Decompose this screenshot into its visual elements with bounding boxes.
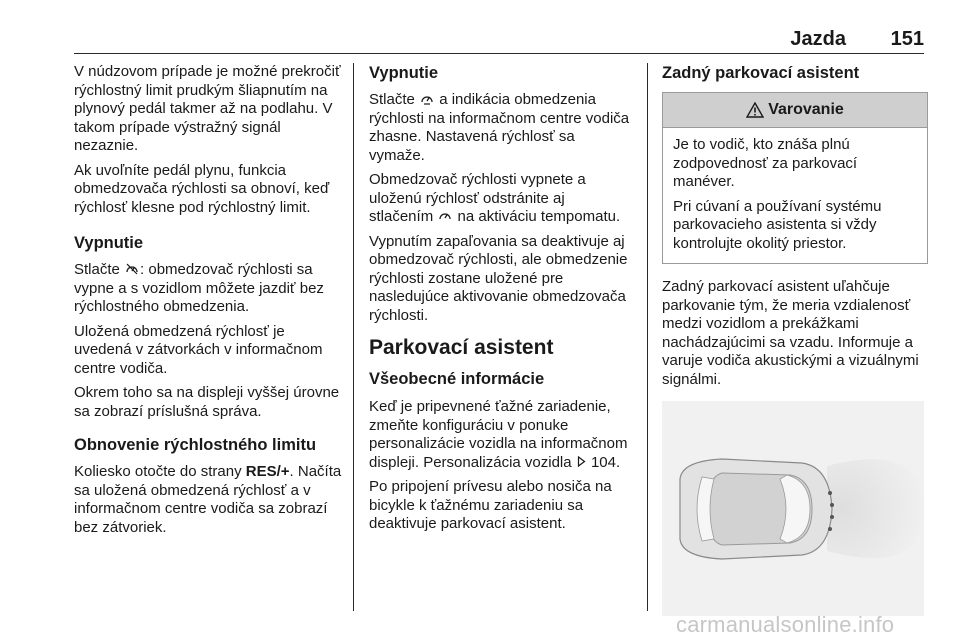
paragraph: Pri cúvaní a používaní systému parkovacieho asistenta si vždy kontrolujte okolitý priestor. — [673, 197, 882, 252]
page-reference-triangle-icon — [577, 455, 586, 468]
sensor-dot — [828, 527, 832, 531]
sensor-dot — [830, 503, 834, 507]
subheading-vseobecne: Všeobecné informácie — [369, 370, 545, 388]
paragraph: Uložená obmedzená rýchlosť je uvedená v zátvorkách v informačnom centre vodiča. — [74, 322, 323, 377]
car-sensor-diagram — [662, 401, 924, 616]
column-2 — [369, 63, 633, 540]
page-number: 151 — [890, 28, 924, 50]
text: Obmedzovač rýchlosti vypnete a uloženú rýchlosť odstránite aj stlačením — [369, 171, 586, 225]
text: Stlačte — [369, 91, 415, 108]
paragraph: Okrem toho sa na displeji vyššej úrovne sa zobrazí príslušná správa. — [74, 384, 340, 420]
text: Koliesko otočte do strany — [74, 463, 246, 480]
sensor-dot — [828, 491, 832, 495]
paragraph: Vypnutím zapaľovania sa deaktivuje aj obmedzovač rýchlosti, ale obmedzenie rýchlosti zostane uložené pre nasledujúce aktivovanie obmedzovača rýchlosti. — [369, 232, 628, 324]
column-divider-1 — [353, 63, 354, 611]
subheading-vypnutie: Vypnutie — [369, 64, 439, 82]
sensor-detection-zone — [827, 459, 924, 558]
column-3 — [662, 63, 926, 616]
paragraph: Zadný parkovací asistent uľahčuje parkovanie tým, že meria vzdialenosť medzi vozidlom a prekážkami nachádzajúcimi sa vzadu. Informuje a varuje vodiča akustickými a vizuálnymi signálmi. — [662, 278, 919, 388]
header-rule — [74, 53, 924, 54]
speed-limiter-icon — [420, 92, 434, 105]
paragraph — [369, 91, 633, 165]
text: Keď je pripevnené ťažné zariadenie, zmeňte konfiguráciu v ponuke personalizácie vozidla na informačnom displeji. Personalizácia vozidla — [369, 398, 628, 471]
warning-box — [662, 92, 928, 264]
speed-limiter-cancel-icon — [125, 262, 139, 275]
res-label: RES/+ — [245, 463, 290, 480]
page-header — [74, 27, 924, 51]
warning-triangle-icon — [746, 102, 764, 118]
text: a indikácia obmedzenia rýchlosti na informačnom centre vodiča zhasne. Nastavená rýchlosť sa vymaže. — [369, 91, 630, 164]
text: . Načíta sa uložená obmedzená rýchlosť a v informačnom centre vodiča sa zobrazí bez zátvoriek. — [74, 463, 342, 536]
warning-body — [663, 128, 927, 263]
warning-header — [663, 93, 927, 128]
sensor-dot — [830, 515, 834, 519]
paragraph — [74, 463, 342, 537]
paragraph — [369, 171, 633, 227]
heading-parkovaci-asistent: Parkovací asistent — [369, 336, 554, 359]
column-divider-2 — [647, 63, 648, 611]
subheading-zadny: Zadný parkovací asistent — [662, 64, 860, 82]
paragraph: Ak uvoľníte pedál plynu, funkcia obmedzovača rýchlosti sa obnoví, keď rýchlosť klesne pod rýchlostný limit. — [74, 161, 330, 216]
page-reference: 104. — [590, 453, 621, 471]
paragraph: Po pripojení prívesu alebo nosiča na bicykle k ťažnému zariadeniu sa deaktivuje parkovací asistent. — [369, 478, 612, 532]
subheading-obnovenie: Obnovenie rýchlostného limitu — [74, 436, 317, 454]
parking-assist-illustration — [662, 401, 924, 616]
text: Stlačte — [74, 261, 120, 278]
column-1 — [74, 63, 342, 543]
paragraph: Je to vodič, kto znáša plnú zodpovednosť za parkovací manéver. — [673, 136, 858, 190]
watermark: carmanualsonline.info — [676, 612, 895, 637]
section-title: Jazda — [790, 28, 846, 50]
cruise-control-icon — [438, 209, 452, 222]
paragraph: V núdzovom prípade je možné prekročiť rýchlostný limit prudkým šliapnutím na plynový pedál takmer až na podlahu. V takom prípade výstražný signál nezaznie. — [74, 63, 341, 154]
paragraph — [74, 261, 342, 317]
paragraph — [369, 398, 633, 472]
subheading-vypnutie: Vypnutie — [74, 234, 144, 252]
text: na aktiváciu tempomatu. — [453, 208, 621, 225]
text: : obmedzovač rýchlosti sa vypne a s vozidlom môžete jazdiť bez rýchlostného obmedzenia. — [74, 261, 324, 315]
warning-title: Varovanie — [768, 101, 844, 118]
